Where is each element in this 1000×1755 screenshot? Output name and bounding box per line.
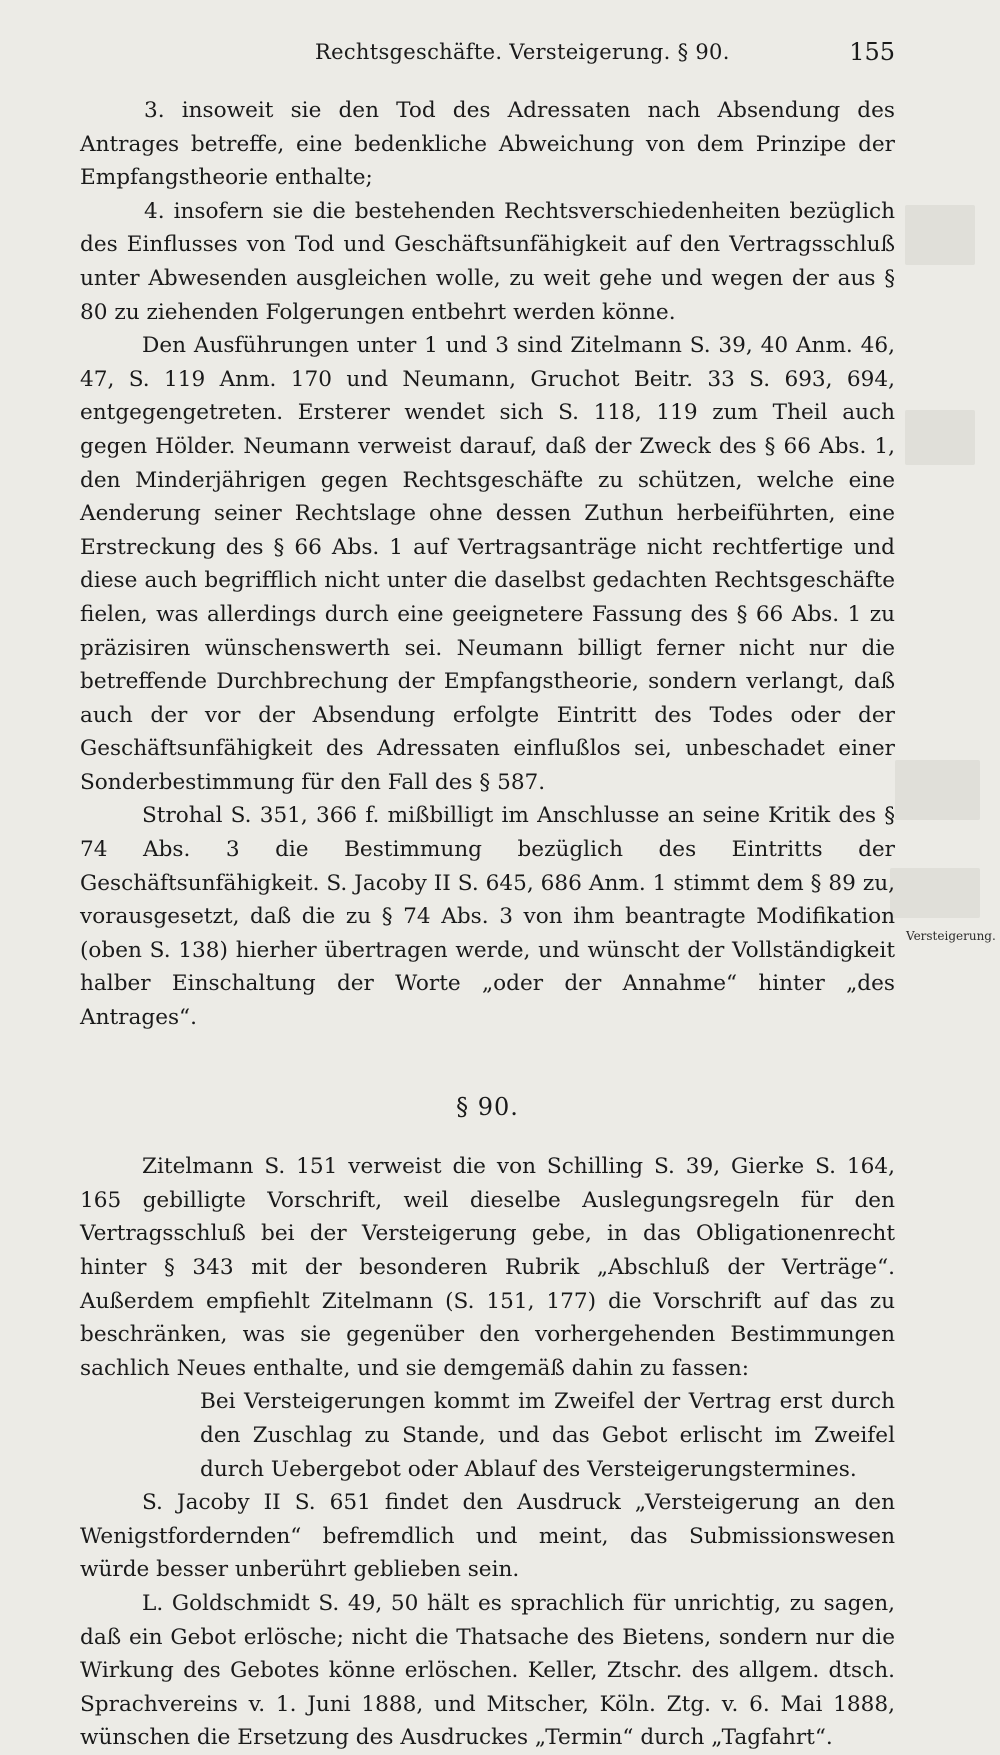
list-item: 4. insofern sie die bestehenden Rechtsverschiedenheiten bezüglich des Einflusses von Tod und Geschäftsunfähigkeit auf den Vertragsschluß unter Abwesenden ausgleichen wolle, zu weit gehe und wegen der aus § 80 zu ziehenden Folgerungen entbehrt werden könne. — [80, 198, 895, 325]
page-header — [80, 36, 895, 72]
bleed-through-mark — [905, 205, 975, 265]
bleed-through-mark — [890, 868, 980, 918]
section-heading: § 90. — [456, 1092, 519, 1121]
paragraph: S. Jacoby II S. 651 findet den Ausdruck „Versteigerung an den Wenigstfordernden“ befremdlich und meint, das Submissionswesen würde besser unberührt geblieben sein. — [80, 1490, 895, 1583]
list-item: 3. insoweit sie den Tod des Adressaten nach Absendung des Antrages betreffe, eine bedenkliche Abweichung von dem Prinzipe der Empfangstheorie enthalte; — [80, 98, 895, 191]
paragraph: L. Goldschmidt S. 49, 50 hält es sprachlich für unrichtig, zu sagen, daß ein Gebot erlösche; nicht die Thatsache des Bietens, sondern nur die Wirkung des Gebotes könne erlöschen. Keller, Ztschr. des allgem. dtsch. Sprachvereins v. 1. Juni 1888, und Mitscher, Köln. Ztg. v. 6. Mai 1888, wünschen die Ersetzung des Ausdruckes „Termin“ durch „Tagfahrt“. — [80, 1590, 895, 1751]
margin-note: Versteigerung. — [906, 929, 996, 943]
paragraph: Den Ausführungen unter 1 und 3 sind Zitelmann S. 39, 40 Anm. 46, 47, S. 119 Anm. 170 und Neumann, Gruchot Beitr. 33 S. 693, 694, entgegengetreten. Ersterer wendet sich S. 118, 119 zum Theil auch gegen Hölder. Neumann verweist darauf, daß der Zweck des § 66 Abs. 1, den Minderjährigen gegen Rechtsgeschäfte zu schützen, welche eine Aenderung seiner Rechtslage ohne dessen Zuthun herbeiführten, eine Erstreckung des § 66 Abs. 1 auf Vertragsanträge nicht rechtfertige und diese auch begrifflich nicht unter die daselbst gedachten Rechtsgeschäfte fielen, was allerdings durch eine geeignetere Fassung des § 66 Abs. 1 zu präzisiren wünschenswerth sei. Neumann billigt ferner nicht nur die betreffende Durchbrechung der Empfangstheorie, sondern verlangt, daß auch der vor der Absendung erfolgte Eintritt des Todes oder der Geschäftsunfähigkeit des Adressaten einflußlos sei, unbeschadet einer Sonderbestimmung für den Fall des § 587. — [80, 333, 895, 795]
page-number: 155 — [849, 38, 895, 66]
body-text — [80, 94, 895, 1755]
block-quote: Bei Versteigerungen kommt im Zweifel der Vertrag erst durch den Zuschlag zu Stande, und das Gebot erlischt im Zweifel durch Uebergebot oder Ablauf des Versteigerungstermines. — [200, 1389, 895, 1482]
running-head: Rechtsgeschäfte. Versteigerung. § 90. — [315, 40, 730, 64]
bleed-through-mark — [905, 410, 975, 465]
bleed-through-mark — [895, 760, 980, 820]
paragraph: Strohal S. 351, 366 f. mißbilligt im Anschlusse an seine Kritik des § 74 Abs. 3 die Bestimmung bezüglich des Eintritts der Geschäftsunfähigkeit. S. Jacoby II S. 645, 686 Anm. 1 stimmt dem § 89 zu, vorausgesetzt, daß die zu § 74 Abs. 3 von ihm beantragte Modifikation (oben S. 138) hierher übertragen werde, und wünscht der Vollständigkeit halber Einschaltung der Worte „oder der Annahme“ hinter „des Antrages“. — [80, 803, 895, 1031]
paragraph: Zitelmann S. 151 verweist die von Schilling S. 39, Gierke S. 164, 165 gebilligte Vorschrift, weil dieselbe Auslegungsregeln für den Vertragsschluß bei der Versteigerung gebe, in das Obligationenrecht hinter § 343 mit der besonderen Rubrik „Abschluß der Verträge“. Außerdem empfiehlt Zitelmann (S. 151, 177) die Vorschrift auf das zu beschränken, was sie gegenüber den vorhergehenden Bestimmungen sachlich Neues enthalte, und sie demgemäß dahin zu fassen: — [80, 1154, 895, 1381]
